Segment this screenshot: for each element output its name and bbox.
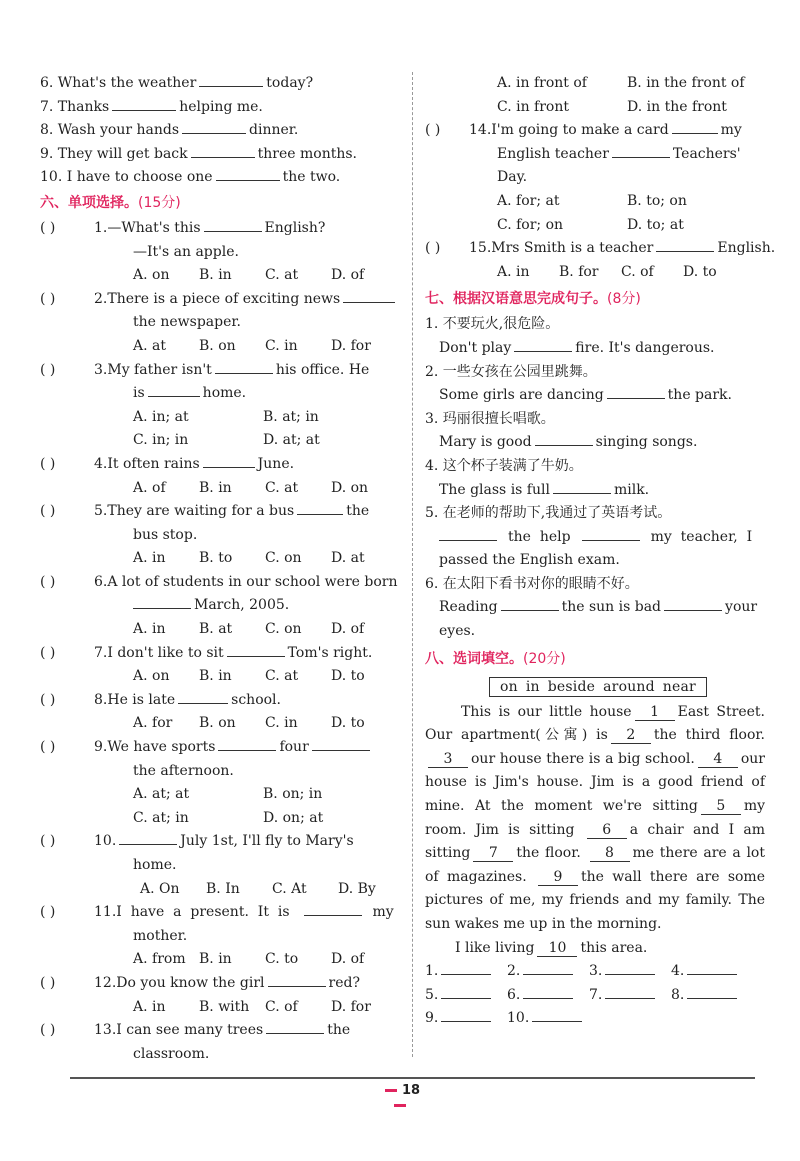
answer-blank[interactable] [535, 432, 593, 446]
option-b[interactable]: B. on [199, 337, 236, 354]
section-7-title: 七、根据汉语意思完成句子。(8分) [425, 291, 641, 308]
option-a[interactable]: A. for; at [497, 192, 560, 209]
answer-blank[interactable] [148, 383, 200, 397]
question-13-options-row2 [425, 96, 765, 120]
option-d[interactable]: D. of [331, 267, 365, 284]
blank-3[interactable]: 3 [428, 751, 468, 768]
question-11-line2: mother. [133, 927, 188, 944]
answer-blank[interactable] [268, 973, 326, 987]
answer-blank[interactable] [266, 1020, 324, 1034]
answer-blank[interactable] [119, 831, 177, 845]
footer-rule [70, 1077, 755, 1079]
question-6-line2: March, 2005. [40, 594, 400, 618]
answer-blank[interactable] [582, 527, 640, 541]
option-c[interactable]: C. to [265, 951, 299, 968]
column-divider [412, 72, 413, 1057]
option-a[interactable]: A. in [133, 550, 166, 567]
word-option: in [525, 678, 540, 695]
question-14-line3: Day. [497, 169, 528, 186]
blank-8[interactable]: 8 [590, 845, 630, 862]
option-a[interactable]: A. in; at [133, 408, 189, 425]
answer-blank[interactable] [343, 289, 395, 303]
question-12-options [40, 996, 400, 1020]
option-c[interactable]: C. on [265, 550, 302, 567]
answer-blank[interactable] [312, 737, 370, 751]
answer-row-2: 5. 6. 7. 8. [425, 984, 765, 1008]
question-3-options-row2 [40, 429, 400, 453]
option-c[interactable]: C. on [265, 621, 302, 638]
answer-blank[interactable] [227, 643, 285, 657]
option-b[interactable]: B. with [199, 998, 250, 1015]
question-14-options-row1 [425, 190, 765, 214]
option-d[interactable]: D. By [338, 880, 376, 897]
question-2-line2: the newspaper. [133, 314, 242, 331]
answer-paren[interactable]: ( ) [425, 122, 441, 139]
option-b[interactable]: B. at [199, 621, 233, 638]
option-c[interactable]: C. in front [497, 98, 570, 115]
word-bank [425, 673, 765, 701]
sentence-2: Some girls are dancing the park. [439, 387, 732, 404]
fill-item-7: 7. Thanks helping me. [40, 98, 263, 115]
cloze-last-line: I like living 10 this area. [455, 939, 648, 956]
option-d[interactable]: D. to; at [627, 216, 684, 233]
sentence-6-cn: 6. 在太阳下看书对你的眼睛不好。 [425, 575, 639, 592]
answer-paren[interactable]: ( ) [40, 361, 56, 378]
answer-blank[interactable] [605, 961, 655, 975]
option-a[interactable]: A. at [133, 337, 166, 354]
question-7: ( ) 7.I don't like to sit Tom's right. [40, 642, 400, 666]
option-a[interactable]: A. on [133, 668, 170, 685]
sentence-5-line2: passed the English exam. [439, 552, 620, 569]
question-6: ( ) 6.A lot of students in our school were born [40, 571, 400, 595]
page-number: 18 [378, 1083, 422, 1113]
answer-blank[interactable] [532, 1008, 582, 1022]
option-a[interactable]: A. in [133, 998, 166, 1015]
option-b[interactable]: B. in [199, 267, 232, 284]
question-5-line2: bus stop. [133, 526, 198, 543]
word-option: on [500, 678, 518, 695]
question-1-options [40, 264, 400, 288]
answer-paren[interactable]: ( ) [40, 833, 56, 850]
answer-blank[interactable] [304, 902, 362, 916]
option-d[interactable]: D. to [331, 715, 365, 732]
answer-blank[interactable] [523, 985, 573, 999]
answer-blank[interactable] [178, 690, 228, 704]
option-c[interactable]: C. of [621, 263, 654, 280]
answer-blank[interactable] [523, 961, 573, 975]
option-b[interactable]: B. in [199, 951, 232, 968]
question-10: ( ) 10. July 1st, I'll fly to Mary's [40, 830, 400, 854]
sentence-1: Don't play fire. It's dangerous. [439, 339, 715, 356]
question-4-options [40, 477, 400, 501]
question-8: ( ) 8.He is late school. [40, 689, 400, 713]
option-a[interactable]: A. in [497, 263, 530, 280]
option-b[interactable]: B. to [199, 550, 233, 567]
question-5-options [40, 547, 400, 571]
fill-item-8: 8. Wash your hands dinner. [40, 122, 299, 139]
sentence-1-cn: 1. 不要玩火,很危险。 [425, 316, 560, 333]
option-d[interactable]: D. on; at [263, 809, 324, 826]
answer-paren[interactable]: ( ) [40, 219, 56, 236]
question-11-options [40, 948, 400, 972]
question-5: ( ) 5.They are waiting for a bus the [40, 500, 400, 524]
question-13-options-row1 [425, 72, 765, 96]
question-10-options [40, 878, 400, 902]
question-12: ( ) 12.Do you know the girl red? [40, 972, 400, 996]
option-a[interactable]: A. for [133, 715, 173, 732]
option-d[interactable]: D. of [331, 951, 365, 968]
answer-paren[interactable]: ( ) [40, 739, 56, 756]
question-15: ( ) 15.Mrs Smith is a teacher English. [425, 237, 765, 261]
option-c[interactable]: C. in; in [133, 432, 189, 449]
answer-blank[interactable] [133, 595, 191, 609]
question-15-options [425, 261, 765, 285]
fill-item-9: 9. They will get back three months. [40, 145, 357, 162]
answer-blank[interactable] [204, 218, 262, 232]
option-b[interactable]: B. to; on [627, 192, 687, 209]
answer-blank[interactable] [656, 238, 714, 252]
cloze-passage: This is our little house 1 East Street. Our apartment(公寓) is 2 the third floor. 3 our house there is a big school. 4 our house is Jim's house. Jim is a good friend of mine. At the moment we're sitting 5 my room. Jim is sitting 6 a chair and I am sitting 7 the floor. 8 me there are a lot of magazines. 9 the wall there are some pictures of me, my friends and my family. The sun wakes me up in the morning. [425, 703, 765, 932]
answer-blank[interactable] [112, 97, 176, 111]
option-d[interactable]: D. to [331, 668, 365, 685]
answer-blank[interactable] [687, 985, 737, 999]
option-d[interactable]: D. in the front [627, 98, 727, 115]
answer-blank[interactable] [672, 120, 718, 134]
option-c[interactable]: C. in [265, 715, 298, 732]
answer-blank[interactable] [199, 73, 263, 87]
option-a[interactable]: A. of [133, 479, 166, 496]
answer-blank[interactable] [607, 385, 665, 399]
option-d[interactable]: D. on [331, 479, 369, 496]
question-3-line2: is home. [133, 385, 247, 402]
sentence-3: Mary is good singing songs. [439, 434, 698, 451]
answer-blank[interactable] [218, 737, 276, 751]
blank-1[interactable]: 1 [635, 704, 675, 721]
option-c[interactable]: C. at [265, 479, 299, 496]
blank-5[interactable]: 5 [701, 798, 741, 815]
answer-blank[interactable] [514, 338, 572, 352]
blank-7[interactable]: 7 [473, 845, 513, 862]
answer-paren[interactable]: ( ) [40, 644, 56, 661]
fill-item-10: 10. I have to choose one the two. [40, 169, 341, 186]
answer-row-1: 1. 2. 3. 4. [425, 960, 765, 984]
option-a[interactable]: A. from [133, 951, 186, 968]
question-13: ( ) 13.I can see many trees the [40, 1019, 400, 1043]
answer-paren[interactable]: ( ) [40, 573, 56, 590]
sentence-5: the help my teacher, I [425, 526, 765, 550]
word-option: near [662, 678, 696, 695]
option-d[interactable]: D. for [331, 998, 371, 1015]
question-14-line2: English teacher Teachers' [497, 145, 741, 162]
option-a[interactable]: A. in front of [497, 75, 587, 91]
answer-blank[interactable] [605, 985, 655, 999]
answer-blank[interactable] [215, 360, 273, 374]
question-14: ( ) 14.I'm going to make a card my [425, 119, 765, 143]
option-a[interactable]: A. on [133, 267, 170, 284]
answer-blank[interactable] [216, 167, 280, 181]
option-c[interactable]: C. At [272, 880, 307, 897]
option-b[interactable]: B. in the front of [627, 75, 745, 91]
sentence-6: Reading the sun is bad your [439, 599, 758, 616]
answer-paren[interactable]: ( ) [40, 1022, 56, 1039]
option-b[interactable]: B. at; in [263, 408, 319, 425]
answer-blank[interactable] [664, 597, 722, 611]
answer-paren[interactable]: ( ) [425, 240, 441, 257]
right-column [425, 72, 776, 1031]
section-8-title: 八、选词填空。(20分) [425, 650, 566, 667]
question-9-options-row2 [40, 807, 400, 831]
answer-paren[interactable]: ( ) [40, 974, 56, 991]
left-column [40, 72, 400, 1066]
option-c[interactable]: C. at [265, 267, 299, 284]
question-6-options [40, 618, 400, 642]
word-box [489, 677, 707, 697]
question-11: ( ) 11.I have a present. It is my [40, 901, 400, 925]
option-d[interactable]: D. at [331, 550, 365, 567]
question-2: ( ) 2.There is a piece of exciting news [40, 288, 400, 312]
question-1-line2: —It's an apple. [133, 243, 239, 260]
question-9-line2: the afternoon. [133, 762, 234, 779]
question-8-options [40, 712, 400, 736]
blank-2[interactable]: 2 [611, 727, 651, 744]
answer-blank[interactable] [441, 961, 491, 975]
option-a[interactable]: A. at; at [133, 786, 190, 803]
answer-blank[interactable] [182, 120, 246, 134]
answer-blank[interactable] [501, 597, 559, 611]
question-3: ( ) 3.My father isn't his office. He [40, 359, 400, 383]
answer-blank[interactable] [553, 480, 611, 494]
sentence-3-cn: 3. 玛丽很擅长唱歌。 [425, 410, 555, 427]
sentence-2-cn: 2. 一些女孩在公园里跳舞。 [425, 363, 597, 380]
answer-blank[interactable] [191, 144, 255, 158]
option-a[interactable]: A. On [140, 880, 180, 897]
question-13-line2: classroom. [133, 1045, 210, 1062]
question-9-options-row1 [40, 783, 400, 807]
answer-paren[interactable]: ( ) [40, 503, 56, 520]
answer-paren[interactable]: ( ) [40, 455, 56, 472]
option-b[interactable]: B. on [199, 715, 236, 732]
option-b[interactable]: B. on; in [263, 786, 323, 803]
question-14-options-row2 [425, 214, 765, 238]
answer-paren[interactable]: ( ) [40, 904, 56, 921]
blank-10[interactable]: 10 [537, 940, 577, 957]
option-c[interactable]: C. of [265, 998, 298, 1015]
sentence-4-cn: 4. 这个杯子装满了牛奶。 [425, 457, 583, 474]
option-d[interactable]: D. at; at [263, 432, 320, 449]
option-b[interactable]: B. In [206, 880, 240, 897]
word-option: around [603, 678, 655, 695]
option-d[interactable]: D. of [331, 621, 365, 638]
option-c[interactable]: C. for; on [497, 216, 564, 233]
option-b[interactable]: B. in [199, 668, 232, 685]
sentence-4: The glass is full milk. [439, 481, 650, 498]
option-b[interactable]: B. in [199, 479, 232, 496]
word-option: beside [547, 678, 596, 695]
option-c[interactable]: C. at [265, 668, 299, 685]
answer-blank[interactable] [203, 454, 255, 468]
blank-9[interactable]: 9 [538, 869, 578, 886]
blank-4[interactable]: 4 [698, 751, 738, 768]
blank-6[interactable]: 6 [587, 822, 627, 839]
option-a[interactable]: A. in [133, 621, 166, 638]
answer-paren[interactable]: ( ) [40, 290, 56, 307]
question-7-options [40, 665, 400, 689]
answer-blank[interactable] [687, 961, 737, 975]
answer-paren[interactable]: ( ) [40, 691, 56, 708]
sentence-6-line2: eyes. [439, 623, 476, 640]
answer-blank[interactable] [612, 144, 670, 158]
sentence-5-cn: 5. 在老师的帮助下,我通过了英语考试。 [425, 505, 672, 522]
option-b[interactable]: B. for [559, 263, 599, 280]
question-2-options [40, 335, 400, 359]
question-3-options-row1 [40, 406, 400, 430]
fill-item-6: 6. What's the weather today? [40, 75, 314, 91]
question-10-line2: home. [133, 857, 177, 873]
section-6-title: 六、单项选择。(15分) [40, 194, 181, 211]
answer-blank[interactable] [441, 985, 491, 999]
question-1: ( ) 1.—What's this English? [40, 217, 400, 241]
option-d[interactable]: D. to [683, 263, 717, 280]
question-9: ( ) 9.We have sports four [40, 736, 400, 760]
option-c[interactable]: C. in [265, 337, 298, 354]
answer-blank[interactable] [441, 1008, 491, 1022]
answer-row-3: 9. 10. [425, 1007, 765, 1031]
option-d[interactable]: D. for [331, 337, 371, 354]
option-c[interactable]: C. at; in [133, 809, 189, 826]
answer-blank[interactable] [297, 501, 343, 515]
answer-blank[interactable] [439, 527, 497, 541]
question-4: ( ) 4.It often rains June. [40, 453, 400, 477]
